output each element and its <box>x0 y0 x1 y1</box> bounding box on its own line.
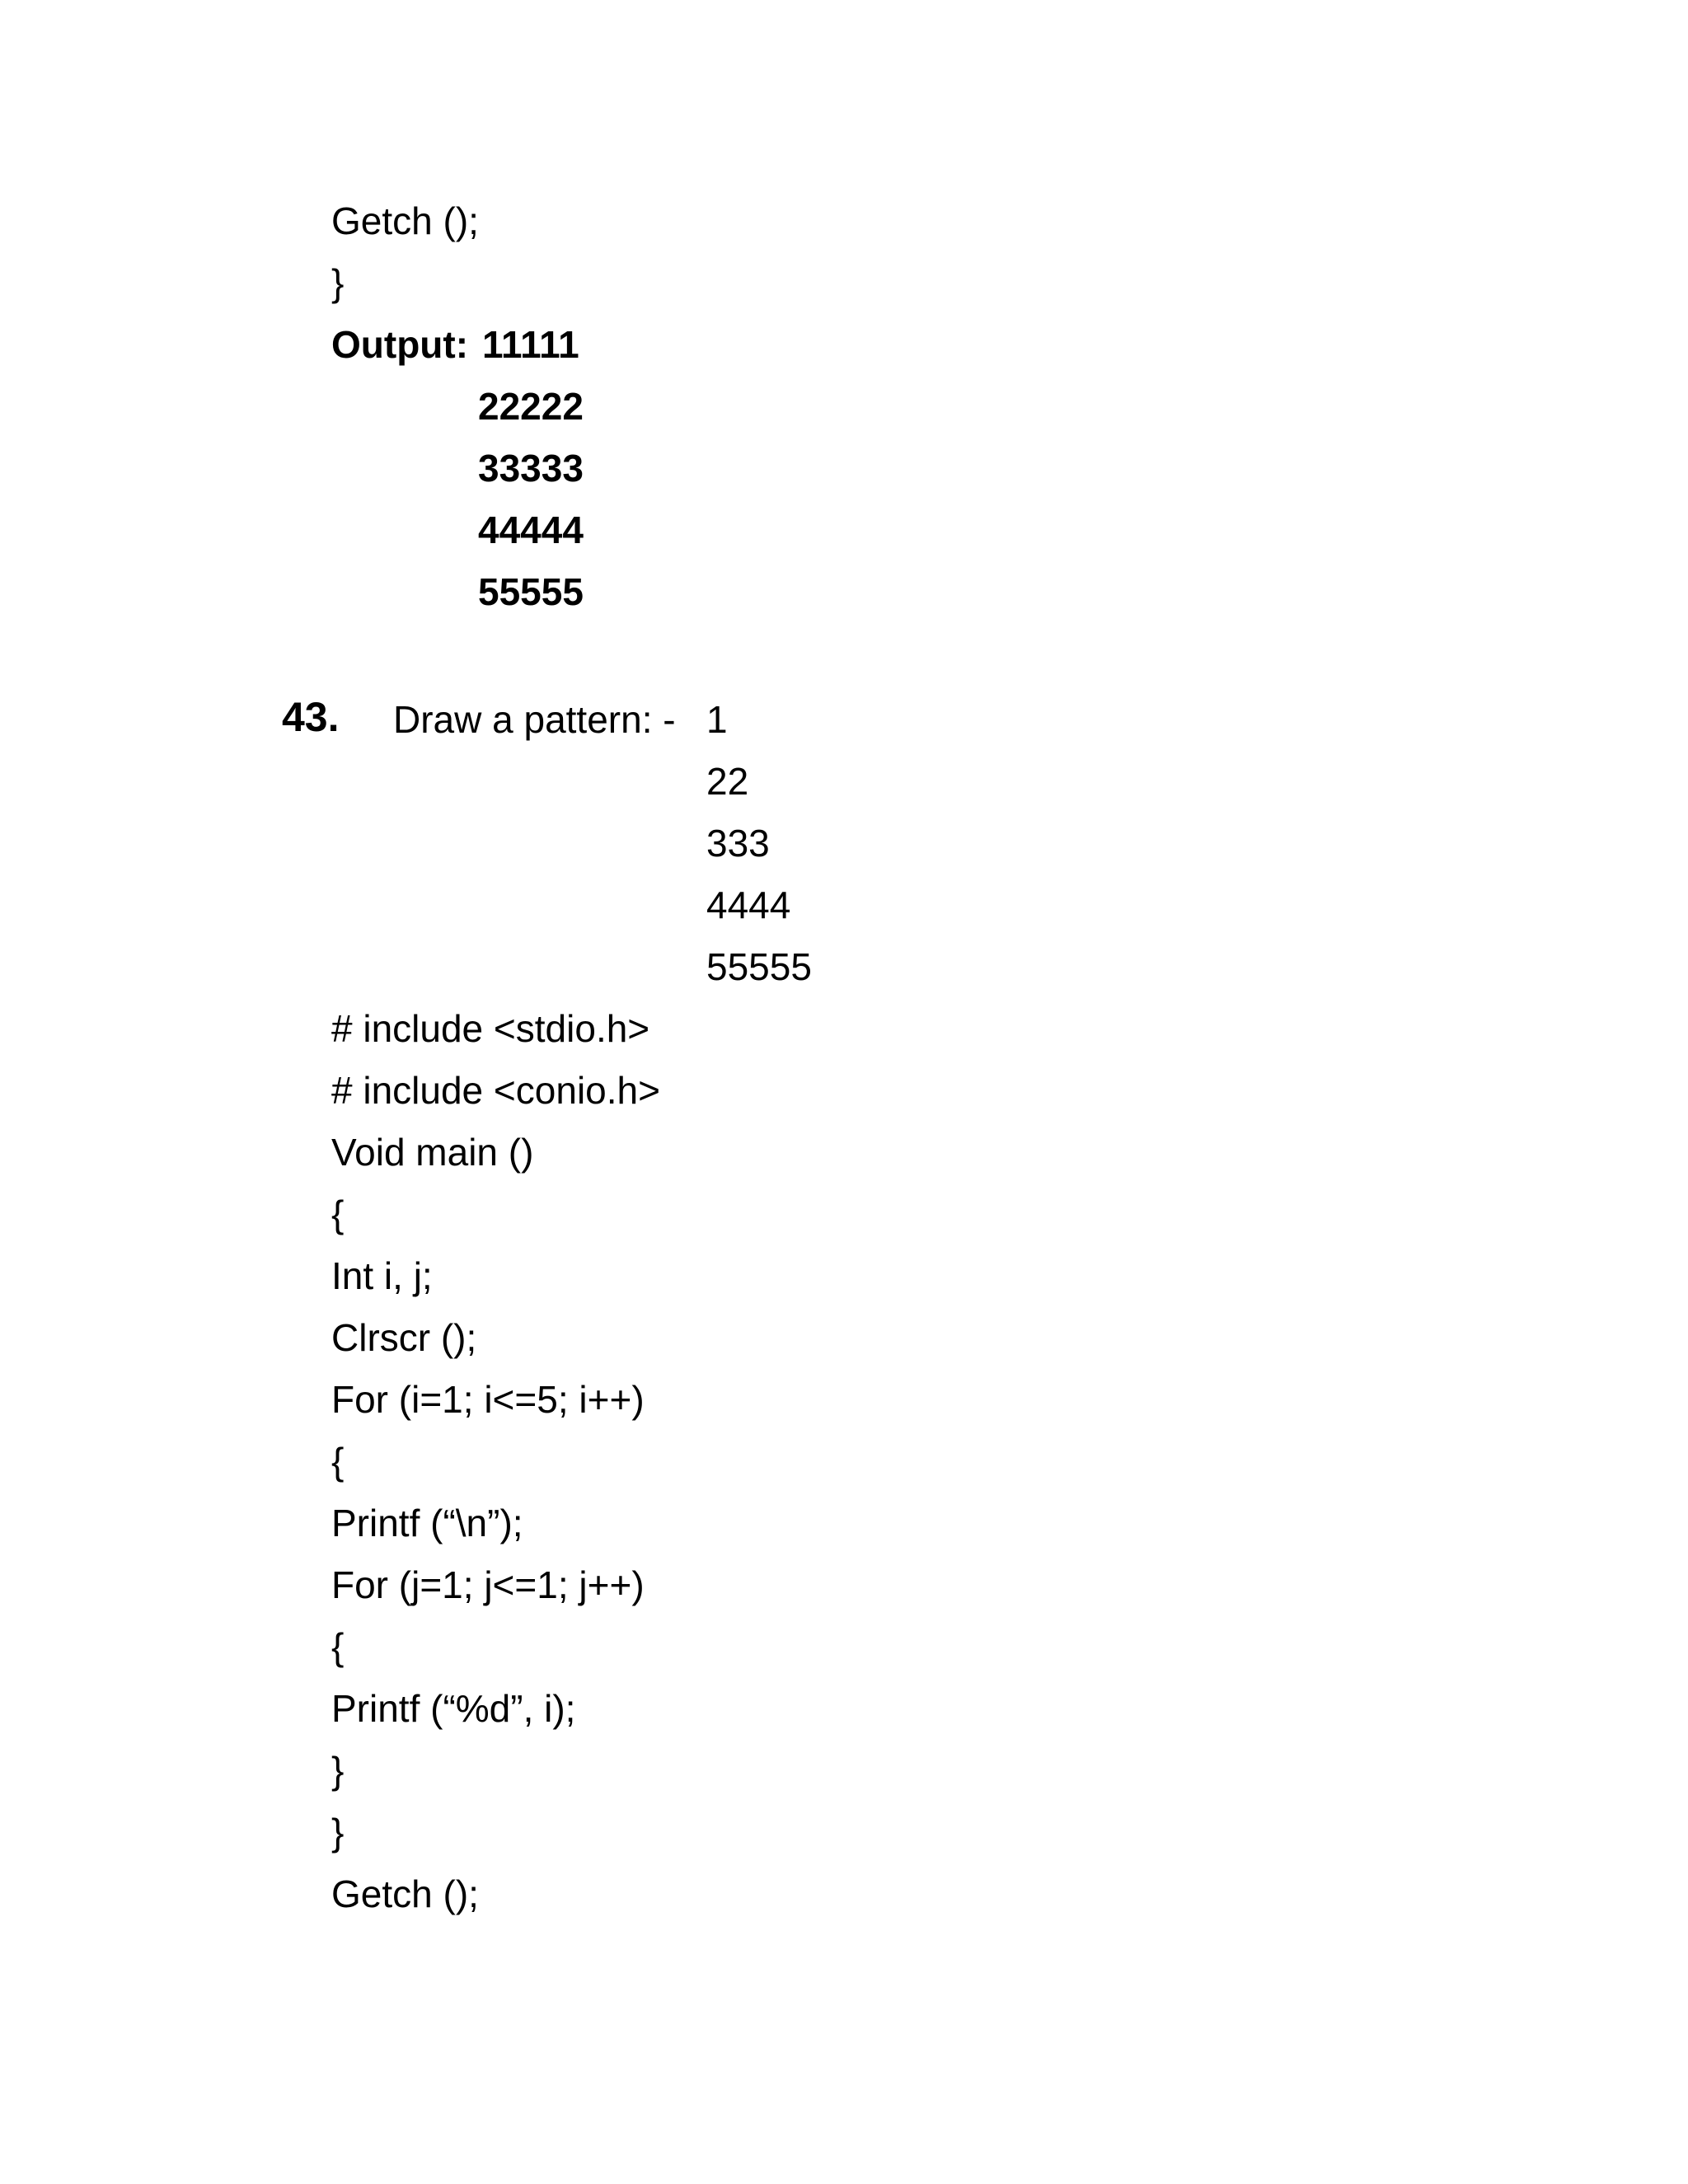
code-line: Clrscr (); <box>331 1316 477 1359</box>
code-line: { <box>331 1193 345 1235</box>
code-line: For (j=1; j<=1; j++) <box>331 1563 645 1606</box>
code-line: } <box>331 1749 345 1792</box>
code-line: { <box>331 1625 345 1668</box>
question-prompt: Draw a pattern: - <box>393 698 676 741</box>
code-line: Int i, j; <box>331 1254 433 1297</box>
output-row: 44444 <box>478 509 584 551</box>
output-row: 11111 <box>482 323 579 366</box>
code-line: Printf (“%d”, i); <box>331 1687 576 1730</box>
output-row: 22222 <box>478 385 584 428</box>
code-line: For (i=1; i<=5; i++) <box>331 1378 645 1421</box>
question-number: 43. <box>282 694 340 740</box>
code-line-closing-brace: } <box>331 261 345 304</box>
pattern-row: 1 <box>706 698 728 741</box>
output-label: Output: <box>331 323 469 366</box>
output-row: 33333 <box>478 447 584 490</box>
pattern-row: 333 <box>706 822 770 865</box>
pattern-row: 4444 <box>706 883 791 926</box>
output-row: 55555 <box>478 570 584 613</box>
code-line: Void main () <box>331 1131 534 1174</box>
code-line: { <box>331 1440 345 1483</box>
code-line-getch: Getch (); <box>331 199 479 242</box>
code-line: Getch (); <box>331 1872 479 1915</box>
code-line: Printf (“\n”); <box>331 1502 523 1544</box>
code-line: # include <conio.h> <box>331 1069 660 1112</box>
pattern-row: 22 <box>706 760 749 803</box>
code-line: } <box>331 1811 345 1854</box>
code-line: # include <stdio.h> <box>331 1007 650 1050</box>
pattern-row: 55555 <box>706 945 812 988</box>
